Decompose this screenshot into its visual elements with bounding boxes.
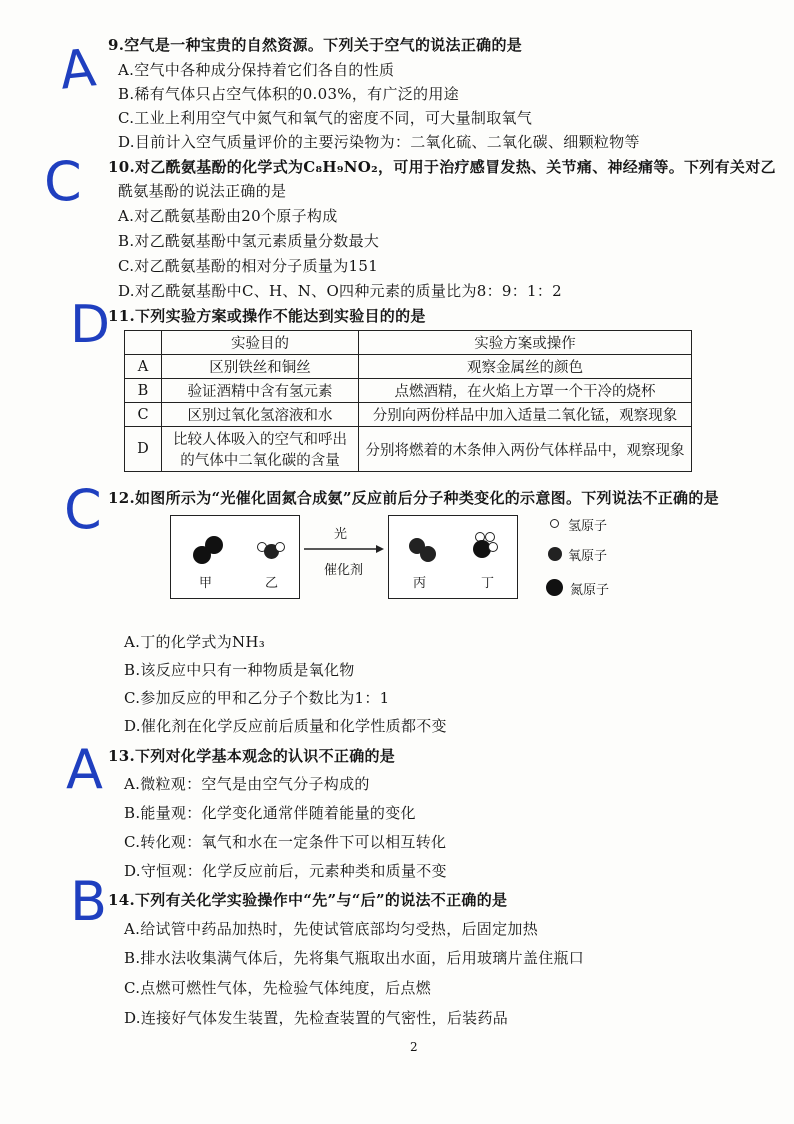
table-row (125, 403, 692, 427)
arrow-label-catalyst: 催化剂 (324, 563, 364, 578)
table-header-row (125, 331, 692, 355)
oxygen-atom (420, 546, 436, 562)
hydrogen-legend-icon (550, 519, 559, 528)
label-ding: 丁 (481, 576, 495, 591)
q10-option-d: D.对乙酰氨基酚中C、H、N、O四种元素的质量比为8：9：1：2 (118, 282, 563, 300)
label-jia: 甲 (199, 576, 213, 591)
q12-stem: 12.如图所示为“光催化固氮合成氨”反应前后分子种类变化的示意图。下列说法不正确的是 (108, 489, 719, 507)
q12-option-b: B.该反应中只有一种物质是氧化物 (124, 661, 355, 679)
q14-option-c: C.点燃可燃性气体，先检验气体纯度，后点燃 (124, 979, 432, 997)
table-cell: 区别过氧化氢溶液和水 (162, 403, 359, 427)
q12-option-c: C.参加反应的甲和乙分子个数比为1：1 (124, 689, 390, 707)
nitrogen-atom (205, 536, 223, 554)
hydrogen-atom (488, 542, 498, 552)
reaction-arrow-icon (302, 543, 386, 555)
q10-stem-line1: 10.对乙酰氨基酚的化学式为C₈H₉NO₂，可用于治疗感冒发热、关节痛、神经痛等。下列有关对乙 (108, 158, 776, 176)
q14-option-a: A.给试管中药品加热时，先使试管底部均匀受热，后固定加热 (124, 920, 539, 938)
hydrogen-atom (275, 542, 285, 552)
table-header-cell: 实验方案或操作 (359, 331, 692, 355)
q9-option-d: D.目前计入空气质量评价的主要污染物为：二氧化硫、二氧化碳、细颗粒物等 (118, 133, 640, 151)
experiment-table (124, 330, 692, 472)
q13-stem: 13.下列对化学基本观念的认识不正确的是 (108, 747, 396, 765)
products-box (388, 515, 518, 599)
handwritten-answer-q13: A (66, 738, 103, 801)
q9-option-a: A.空气中各种成分保持着它们各自的性质 (118, 61, 395, 79)
reaction-diagram (170, 515, 640, 605)
q12-option-a: A.丁的化学式为NH₃ (124, 633, 266, 651)
table-cell-line: 比较人体吸入的空气和呼出 (173, 432, 347, 448)
legend-oxygen: 氧原子 (568, 549, 608, 564)
handwritten-answer-q9: A (56, 38, 99, 102)
q9-option-b: B.稀有气体只占空气体积的0.03%，有广泛的用途 (118, 85, 459, 103)
table-cell (162, 427, 359, 472)
table-row (125, 355, 692, 379)
handwritten-answer-q10: C (44, 150, 82, 213)
q10-option-c: C.对乙酰氨基酚的相对分子质量为151 (118, 257, 379, 275)
q13-option-a: A.微粒观：空气是由空气分子构成的 (124, 775, 370, 793)
handwritten-answer-q11: D (70, 295, 111, 355)
q13-option-d: D.守恒观：化学反应前后，元素种类和质量不变 (124, 862, 447, 880)
q12-option-d: D.催化剂在化学反应前后质量和化学性质都不变 (124, 717, 447, 735)
label-yi: 乙 (265, 576, 279, 591)
table-cell: 分别向两份样品中加入适量二氧化锰，观察现象 (359, 403, 692, 427)
q14-option-b: B.排水法收集满气体后，先将集气瓶取出水面，后用玻璃片盖住瓶口 (124, 949, 585, 967)
label-bing: 丙 (413, 576, 427, 591)
q13-option-b: B.能量观：化学变化通常伴随着能量的变化 (124, 804, 416, 822)
table-cell: B (125, 379, 162, 403)
q10-stem-line2: 酰氨基酚的说法正确的是 (118, 182, 287, 200)
q14-stem: 14.下列有关化学实验操作中“先”与“后”的说法不正确的是 (108, 891, 508, 909)
reactants-box (170, 515, 300, 599)
table-row (125, 379, 692, 403)
q9-stem: 9.空气是一种宝贵的自然资源。下列关于空气的说法正确的是 (108, 36, 523, 54)
nitrogen-legend-icon (546, 579, 563, 596)
table-cell: 区别铁丝和铜丝 (162, 355, 359, 379)
table-cell: C (125, 403, 162, 427)
q9-option-c: C.工业上利用空气中氮气和氧气的密度不同，可大量制取氧气 (118, 109, 533, 127)
table-cell: D (125, 427, 162, 472)
legend-hydrogen: 氢原子 (568, 519, 608, 534)
handwritten-answer-q12: C (64, 478, 102, 541)
handwritten-answer-q14: B (70, 870, 108, 933)
arrow-label-light: 光 (334, 527, 348, 542)
table-cell: 分别将燃着的木条伸入两份气体样品中，观察现象 (359, 427, 692, 472)
q14-option-d: D.连接好气体发生装置，先检查装置的气密性，后装药品 (124, 1009, 509, 1027)
table-header-cell: 实验目的 (162, 331, 359, 355)
q13-option-c: C.转化观：氧气和水在一定条件下可以相互转化 (124, 833, 447, 851)
table-header-cell (125, 331, 162, 355)
page-number: 2 (410, 1040, 418, 1054)
table-cell: 观察金属丝的颜色 (359, 355, 692, 379)
legend-nitrogen: 氮原子 (570, 583, 610, 598)
table-cell-line: 的气体中二氧化碳的含量 (180, 453, 340, 469)
table-cell: 验证酒精中含有氢元素 (162, 379, 359, 403)
table-cell: A (125, 355, 162, 379)
table-row (125, 427, 692, 472)
table-cell: 点燃酒精，在火焰上方罩一个干冷的烧杯 (359, 379, 692, 403)
oxygen-legend-icon (548, 547, 562, 561)
q10-option-b: B.对乙酰氨基酚中氢元素质量分数最大 (118, 232, 380, 250)
q11-stem: 11.下列实验方案或操作不能达到实验目的的是 (108, 307, 426, 325)
q10-option-a: A.对乙酰氨基酚由20个原子构成 (118, 207, 338, 225)
